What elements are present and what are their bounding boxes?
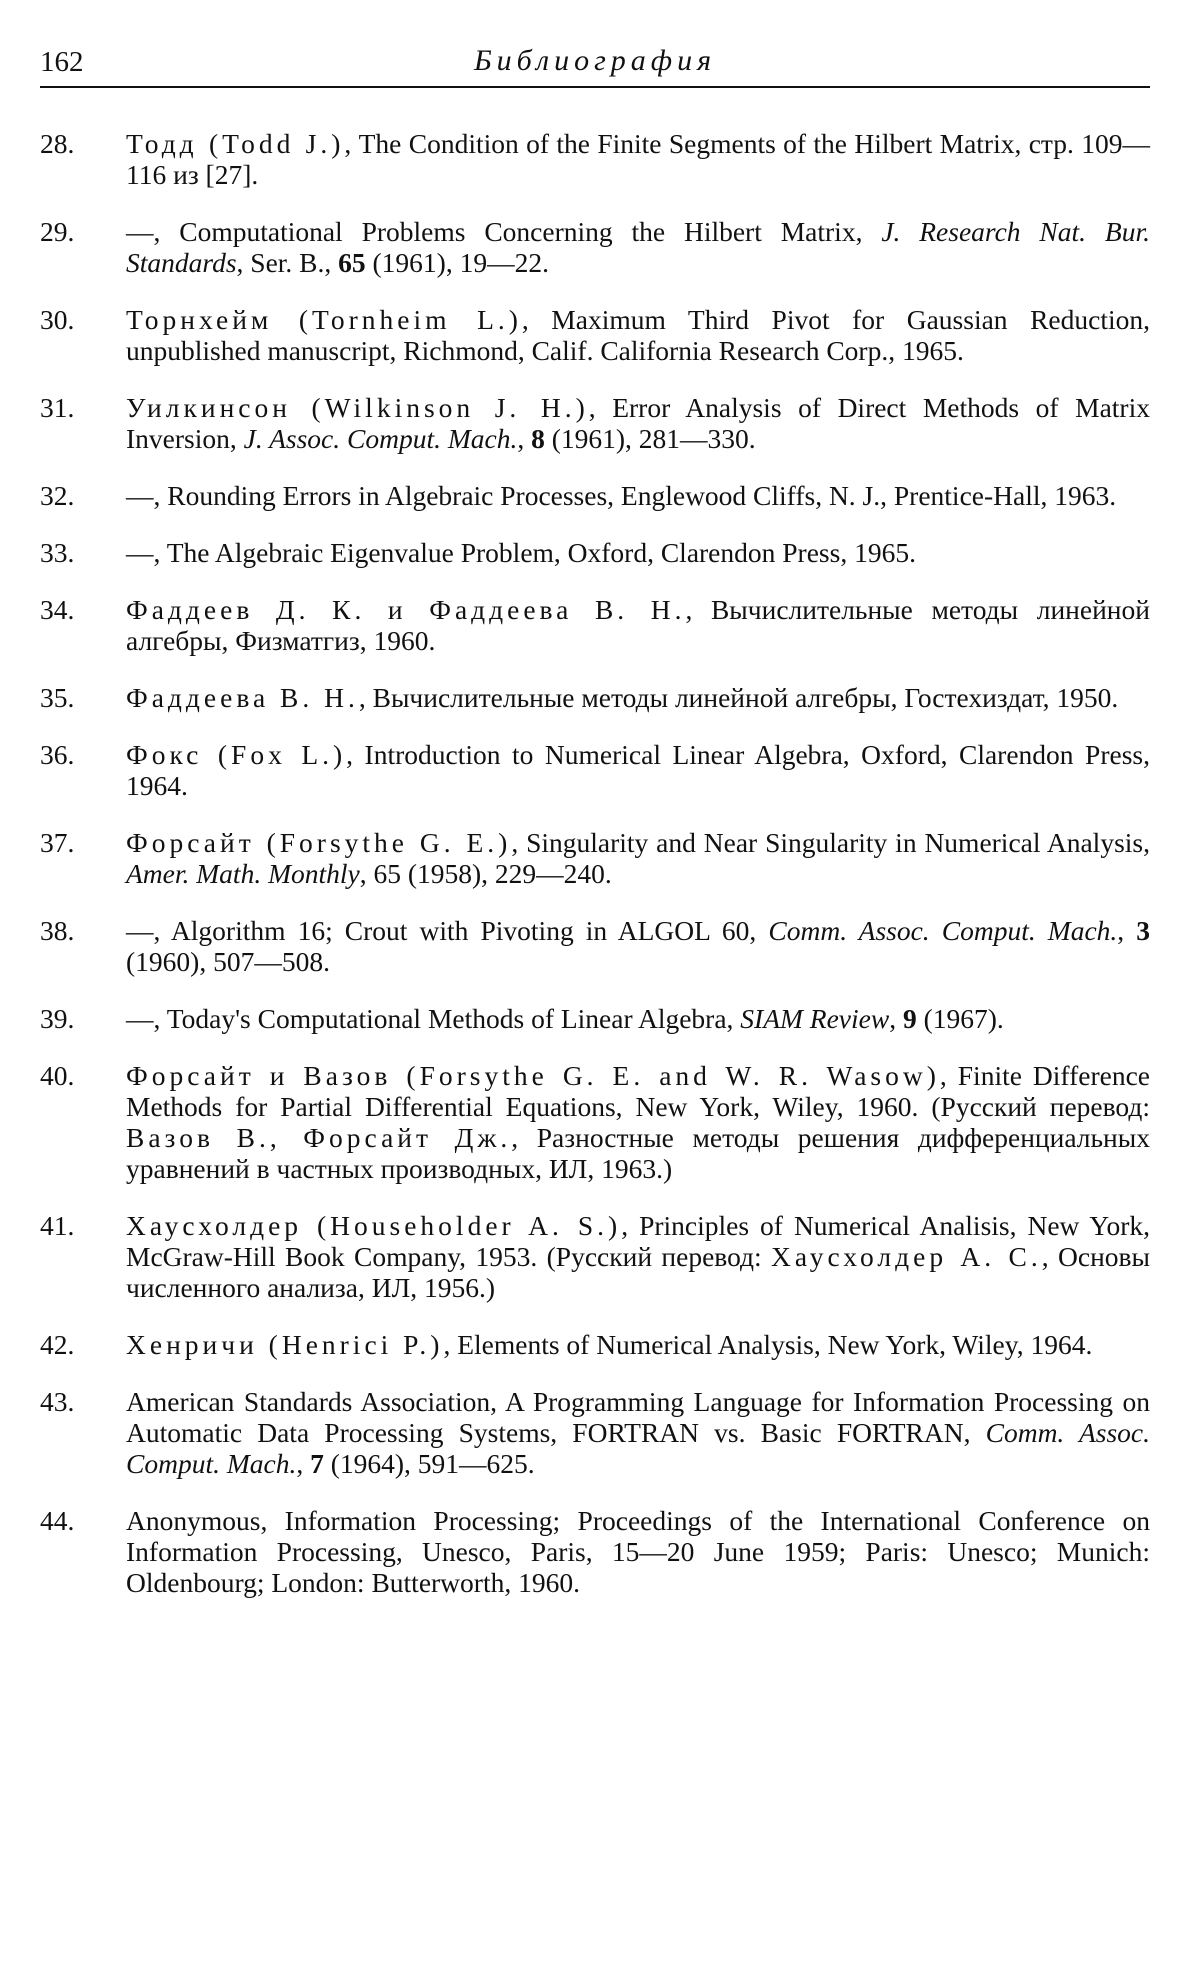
bibliography-entry xyxy=(40,537,1150,568)
entry-fragment: , xyxy=(1117,915,1137,946)
bibliography-entry xyxy=(40,915,1150,977)
entry-number: 31. xyxy=(40,392,75,423)
entry-text xyxy=(126,827,1150,889)
entry-fragment: , Finite Difference Methods for Partial Differential Equations, New York, Wiley, 1960. (Русский перевод: xyxy=(126,1060,1150,1122)
entry-fragment: , Разностные методы решения дифференциальных уравнений в частных производных, ИЛ, 1963.) xyxy=(126,1122,1150,1184)
author-name: Форсайт (Forsythe G. E.) xyxy=(126,827,512,858)
running-title: Библиография xyxy=(473,44,717,77)
entry-fragment: , Maximum Third Pivot for Gaussian Reduction, unpublished manuscript, Richmond, Calif. California Research Corp., 1965. xyxy=(126,304,1150,366)
entry-fragment: , Principles of Numerical Analisis, New York, McGraw-Hill Book Company, 1953. (Русский перевод: xyxy=(126,1210,1151,1272)
volume-number: 7 xyxy=(310,1448,324,1479)
bibliography-entry xyxy=(40,1329,1150,1360)
entry-number: 42. xyxy=(40,1329,75,1360)
entry-number: 33. xyxy=(40,537,75,568)
entry-text xyxy=(126,1003,1150,1034)
entry-number: 35. xyxy=(40,682,75,713)
entry-fragment: , The Condition of the Finite Segments of the Hilbert Matrix, стр. 109—116 из [27]. xyxy=(126,128,1150,190)
entry-fragment: , xyxy=(296,1448,311,1479)
entry-number: 44. xyxy=(40,1505,75,1536)
author-name: Фаддеев Д. К. и Фаддеева В. Н. xyxy=(126,594,686,625)
entry-text xyxy=(126,392,1150,454)
bibliography-entry xyxy=(40,1505,1150,1598)
entry-number: 43. xyxy=(40,1386,75,1417)
page-header xyxy=(40,44,1150,88)
bibliography-entry xyxy=(40,480,1150,511)
author-name: Хаусхолдер А. С. xyxy=(771,1241,1042,1272)
author-name: Тодд (Todd J.) xyxy=(126,128,345,159)
volume-number: 9 xyxy=(902,1003,917,1034)
entry-number: 36. xyxy=(40,739,75,770)
entry-number: 28. xyxy=(40,128,75,159)
entry-number: 39. xyxy=(40,1003,75,1034)
author-name: Хаусхолдер (Householder A. S.) xyxy=(126,1210,622,1241)
bibliography-entry xyxy=(40,1060,1150,1184)
entry-text xyxy=(126,304,1150,366)
entry-fragment: —, Algorithm 16; Crout with Pivoting in ALGOL 60, xyxy=(126,915,769,946)
journal-title: Comm. Assoc. Comput. Mach. xyxy=(126,1417,1150,1479)
author-name: Хенричи (Henrici P.) xyxy=(126,1329,444,1360)
entry-text xyxy=(126,594,1150,656)
entry-fragment: Anonymous, Information Processing; Proceedings of the International Conference on Information Processing, Unesco, Paris, 15—20 June 1959; Paris: Unesco; Munich: Oldenbourg; London: Butterworth, 1960. xyxy=(126,1505,1150,1598)
entry-fragment: , xyxy=(889,1003,903,1034)
bibliography-list xyxy=(40,128,1150,1624)
author-name: Фокс (Fox L.) xyxy=(126,739,347,770)
entry-fragment: , Вычислительные методы линейной алгебры, Физматгиз, 1960. xyxy=(126,594,1150,656)
journal-title: Comm. Assoc. Comput. Mach. xyxy=(768,915,1118,946)
journal-title: Amer. Math. Monthly xyxy=(126,858,360,889)
entry-fragment: , Introduction to Numerical Linear Algebra, Oxford, Clarendon Press, 1964. xyxy=(126,739,1150,801)
entry-fragment: —, Rounding Errors in Algebraic Processes, Englewood Cliffs, N. J., Prentice-Hall, 1963. xyxy=(126,480,1117,511)
bibliography-entry xyxy=(40,392,1150,454)
entry-fragment: , Elements of Numerical Analysis, New York, Wiley, 1964. xyxy=(443,1329,1093,1360)
entry-fragment: , Singularity and Near Singularity in Numerical Analysis, xyxy=(511,827,1150,858)
entry-text xyxy=(126,128,1150,190)
volume-number: 8 xyxy=(531,423,545,454)
entry-text xyxy=(126,216,1150,278)
entry-number: 37. xyxy=(40,827,75,858)
entry-number: 38. xyxy=(40,915,75,946)
entry-fragment: (1961), 281—330. xyxy=(544,423,756,454)
entry-fragment: —, The Algebraic Eigenvalue Problem, Oxford, Clarendon Press, 1965. xyxy=(126,537,916,568)
author-name: Торнхейм (Tornheim L.) xyxy=(126,304,522,335)
bibliography-entry xyxy=(40,594,1150,656)
bibliography-entry xyxy=(40,1386,1150,1479)
entry-fragment: American Standards Association, A Programming Language for Information Processing on Automatic Data Processing Systems, FORTRAN vs. Basic FORTRAN, xyxy=(126,1386,1150,1448)
bibliography-entry xyxy=(40,1003,1150,1034)
author-name: Вазов В., Форсайт Дж. xyxy=(126,1122,512,1153)
entry-text xyxy=(126,480,1150,511)
entry-number: 40. xyxy=(40,1060,75,1091)
entry-text xyxy=(126,739,1150,801)
bibliography-entry xyxy=(40,304,1150,366)
journal-title: SIAM Review xyxy=(740,1003,890,1034)
entry-number: 34. xyxy=(40,594,75,625)
bibliography-entry xyxy=(40,128,1150,190)
page-number: 162 xyxy=(40,46,84,78)
entry-fragment: (1960), 507—508. xyxy=(126,946,330,977)
volume-number: 65 xyxy=(338,247,366,278)
bibliography-entry xyxy=(40,1210,1150,1303)
entry-text xyxy=(126,1386,1150,1479)
entry-fragment: , 65 (1958), 229—240. xyxy=(359,858,612,889)
author-name: Фаддеева В. Н. xyxy=(126,682,359,713)
volume-number: 3 xyxy=(1136,915,1150,946)
bibliography-entry xyxy=(40,216,1150,278)
entry-number: 29. xyxy=(40,216,75,247)
entry-fragment: , Основы численного анализа, ИЛ, 1956.) xyxy=(126,1241,1150,1303)
entry-fragment: (1967). xyxy=(916,1003,1004,1034)
entry-number: 30. xyxy=(40,304,75,335)
entry-number: 32. xyxy=(40,480,75,511)
entry-number: 41. xyxy=(40,1210,75,1241)
entry-fragment: (1964), 591—625. xyxy=(323,1448,535,1479)
entry-fragment: —, Today's Computational Methods of Linear Algebra, xyxy=(126,1003,741,1034)
author-name: Уилкинсон (Wilkinson J. H.) xyxy=(126,392,589,423)
entry-fragment: , Error Analysis of Direct Methods of Matrix Inversion, xyxy=(126,392,1150,454)
entry-text xyxy=(126,1329,1150,1360)
bibliography-entry xyxy=(40,739,1150,801)
entry-text xyxy=(126,1505,1150,1598)
bibliography-entry xyxy=(40,682,1150,713)
entry-text xyxy=(126,537,1150,568)
journal-title: J. Assoc. Comput. Mach. xyxy=(243,423,518,454)
entry-text xyxy=(126,1060,1150,1184)
entry-fragment: , xyxy=(517,423,532,454)
bibliography-entry xyxy=(40,827,1150,889)
author-name: Форсайт и Вазов (Forsythe G. E. and W. R. Wasow) xyxy=(126,1060,940,1091)
entry-text xyxy=(126,1210,1150,1303)
entry-fragment: , Ser. B., xyxy=(236,247,339,278)
entry-text xyxy=(126,682,1150,713)
entry-fragment: (1961), 19—22. xyxy=(365,247,549,278)
entry-fragment: —, Computational Problems Concerning the Hilbert Matrix, xyxy=(126,216,882,247)
entry-text xyxy=(126,915,1150,977)
entry-fragment: , Вычислительные методы линейной алгебры, Гостехиздат, 1950. xyxy=(358,682,1119,713)
journal-title: J. Research Nat. Bur. Standards xyxy=(126,216,1150,278)
